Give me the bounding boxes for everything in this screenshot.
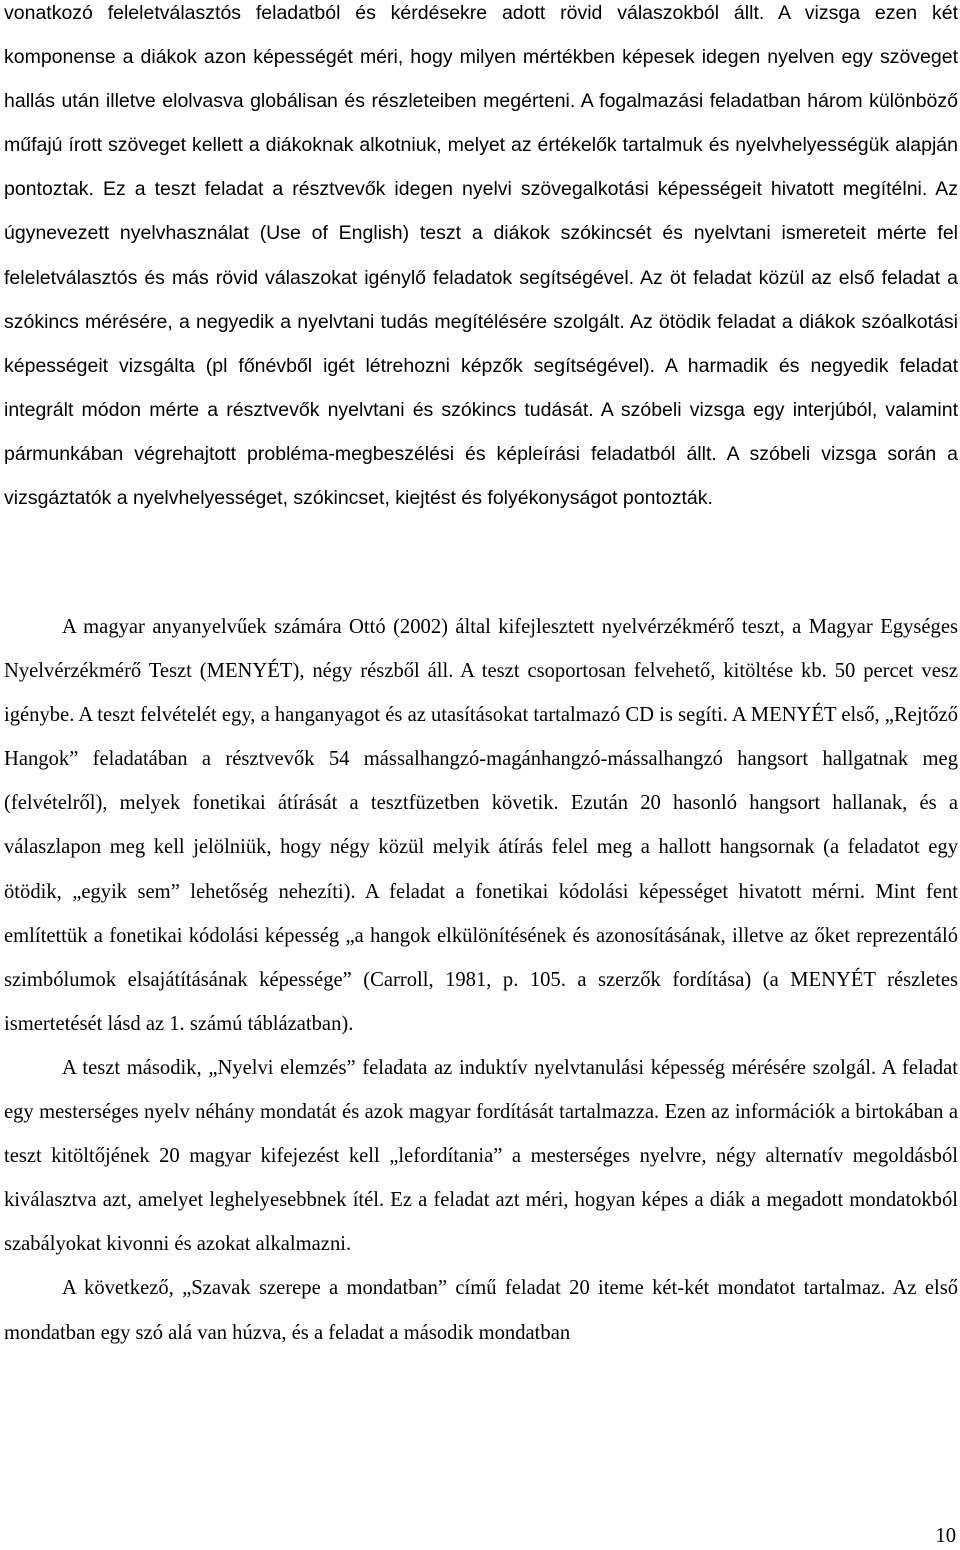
text-block-lower xyxy=(4,605,958,1355)
paragraph-word-roles: A következő, „Szavak szerepe a mondatban” című feladat 20 iteme két-két mondatot tartalmaz. Az első mondatban egy szó alá van húzva, és a feladat a második mondatban xyxy=(4,1277,958,1344)
paragraph-language-analysis: A teszt második, „Nyelvi elemzés” feladata az induktív nyelvtanulási képesség mérésére szolgál. A feladat egy mesterséges nyelv néhány mondatát és azok magyar fordítását tartalmazza. Ezen az információk a birtokában a teszt kitöltőjének 20 magyar kifejezést kell „lefordítania” a mesterséges nyelvre, négy alternatív megoldásból kiválasztva azt, amelyet leghelyesebbnek ítél. Ez a feladat azt méri, hogyan képes a diák a megadott mondatokból szabályokat kivonni és azokat alkalmazni. xyxy=(4,1056,958,1256)
paragraph-menyet-intro: A magyar anyanyelvűek számára Ottó (2002) által kifejlesztett nyelvérzékmérő teszt, a Magyar Egységes Nyelvérzékmérő Teszt (MENYÉT), négy részből áll. A teszt csoportosan felvehető, kitöltése kb. 50 percet vesz igénybe. A teszt felvételét egy, a hanganyagot és az utasításokat tartalmazó CD is segíti. A MENYÉT első, „Rejtőző Hangok” feladatában a résztvevők 54 mássalhangzó-magánhangzó-mássalhangzó hangsort hallgatnak meg (felvételről), melyek fonetikai átírását a tesztfüzetben követik. Ezután 20 hasonló hangsort hallanak, és a válaszlapon meg kell jelölniük, hogy négy közül melyik átírás felel meg a hallott hangsornak (a feladatot egy ötödik, „egyik sem” lehetőség nehezíti). A feladat a fonetikai kódolási képességet hivatott mérni. Mint fent említettük a fonetikai kódolási képesség „a hangok elkülönítésének és azonosításának, illetve az őket reprezentáló szimbólumok elsajátításának képessége” (Carroll, 1981, p. 105. a szerzők fordítása) (a MENYÉT részletes ismertetését lásd az 1. számú táblázatban). xyxy=(4,616,958,1035)
text-block-upper xyxy=(4,0,958,520)
page-number: 10 xyxy=(935,1525,956,1547)
paragraph-exam-components: vonatkozó feleletválasztós feladatból és kérdésekre adott rövid válaszokból állt. A vizsga ezen két komponense a diákok azon képességét méri, hogy milyen mértékben képesek idegen nyelven egy szöveget hallás után illetve elolvasva globálisan és részleteiben megérteni. A fogalmazási feladatban három különböző műfajú írott szöveget kellett a diákoknak alkotniuk, melyet az értékelők tartalmuk és nyelvhelyességük alapján pontoztak. Ez a teszt feladat a résztvevők idegen nyelvi szövegalkotási képességeit hivatott megítélni. Az úgynevezett nyelvhasználat (Use of English) teszt a diákok szókincsét és nyelvtani ismereteit mérte fel feleletválasztós és más rövid válaszokat igénylő feladatok segítségével. Az öt feladat közül az első feladat a szókincs mérésére, a negyedik a nyelvtani tudás megítélésére szolgált. Az ötödik feladat a diákok szóalkotási képességeit vizsgálta (pl főnévből igét létrehozni képzők segítségével). A harmadik és negyedik feladat integrált módon mérte a résztvevők nyelvtani és szókincs tudását. A szóbeli vizsga egy interjúból, valamint pármunkában végrehajtott probléma-megbeszélési és képleírási feladatból állt. A szóbeli vizsga során a vizsgáztatók a nyelvhelyességet, szókincset, kiejtést és folyékonyságot pontozták. xyxy=(4,2,958,510)
